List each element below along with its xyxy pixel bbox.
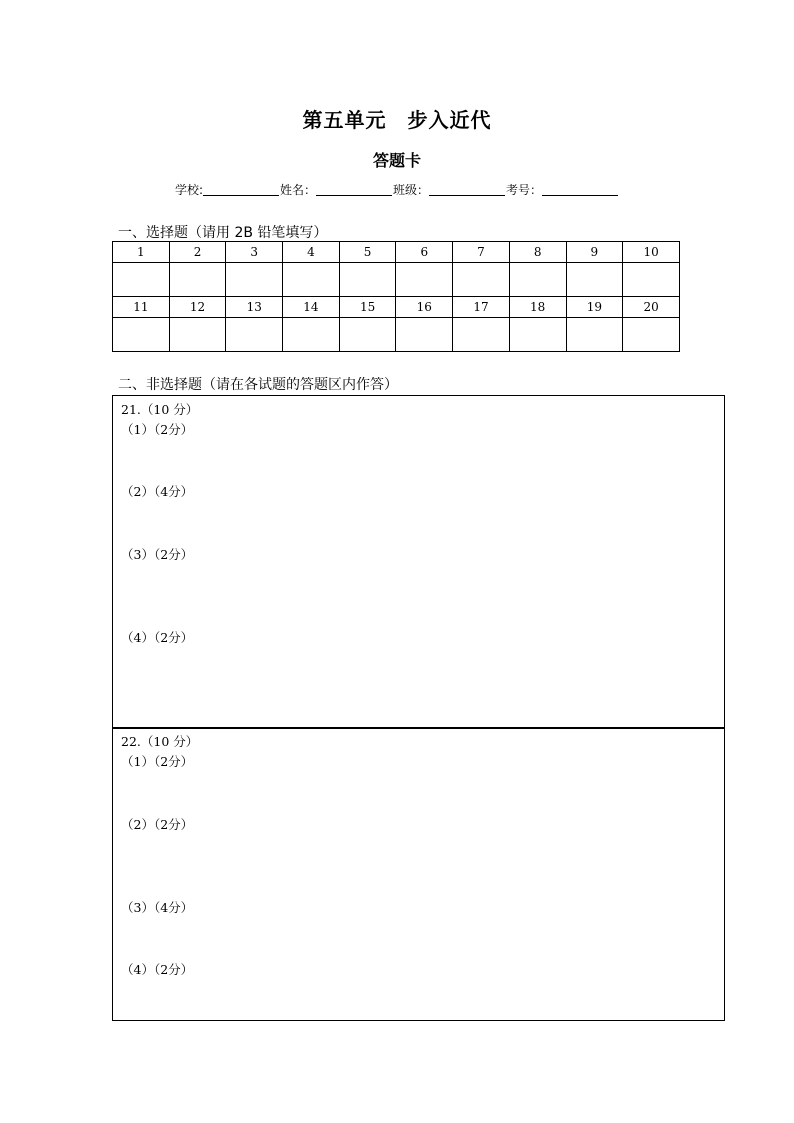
answer-cell[interactable]	[509, 263, 566, 297]
q22-part-2: （2）（2分）	[121, 817, 194, 832]
answer-cell[interactable]	[113, 263, 170, 297]
number-label: 考号：	[506, 183, 543, 197]
answer-cell[interactable]	[226, 318, 283, 352]
answer-cell[interactable]	[169, 318, 226, 352]
question-number: 7	[453, 242, 510, 263]
school-label: 学校:	[174, 183, 203, 197]
school-field[interactable]	[203, 195, 279, 196]
question-number: 17	[453, 297, 510, 318]
question-number: 12	[169, 297, 226, 318]
answer-cell[interactable]	[566, 318, 623, 352]
answer-row	[113, 318, 680, 352]
question-number: 9	[566, 242, 623, 263]
question-number: 14	[283, 297, 340, 318]
q22-part-1: （1）（2分）	[121, 754, 194, 769]
question-number: 19	[566, 297, 623, 318]
q22-answer-area[interactable]	[112, 727, 725, 1021]
answer-cell[interactable]	[113, 318, 170, 352]
choice-answer-grid	[112, 241, 680, 352]
student-info-row	[0, 181, 794, 198]
section-free-response-heading: 二、非选择题（请在各试题的答题区内作答）	[118, 377, 398, 393]
answer-cell[interactable]	[453, 263, 510, 297]
section-choice-heading: 一、选择题（请用 2B 铅笔填写）	[118, 225, 328, 241]
question-number: 5	[339, 242, 396, 263]
page-title: 第五单元 步入近代	[302, 108, 492, 132]
question-number: 2	[169, 242, 226, 263]
question-number: 4	[283, 242, 340, 263]
answer-row	[113, 263, 680, 297]
answer-cell[interactable]	[453, 318, 510, 352]
q21-title: 21.（10 分）	[121, 402, 199, 417]
q22-part-4: （4）（2分）	[121, 962, 194, 977]
question-number: 6	[396, 242, 453, 263]
name-field[interactable]	[316, 195, 392, 196]
answer-cell[interactable]	[339, 318, 396, 352]
page-subtitle: 答题卡	[372, 151, 421, 170]
answer-cell[interactable]	[283, 318, 340, 352]
q21-part-1: （1）（2分）	[121, 422, 194, 437]
class-label: 班级：	[393, 183, 430, 197]
answer-cell[interactable]	[623, 263, 680, 297]
answer-cell[interactable]	[169, 263, 226, 297]
question-number: 11	[113, 297, 170, 318]
number-field[interactable]	[542, 195, 618, 196]
question-number: 20	[623, 297, 680, 318]
name-label: 姓名：	[280, 183, 317, 197]
question-number: 18	[509, 297, 566, 318]
question-number: 15	[339, 297, 396, 318]
question-number: 8	[509, 242, 566, 263]
answer-cell[interactable]	[566, 263, 623, 297]
question-number: 1	[113, 242, 170, 263]
q21-answer-area[interactable]	[112, 395, 725, 729]
answer-cell[interactable]	[396, 263, 453, 297]
question-number-row	[113, 242, 680, 263]
question-number-row	[113, 297, 680, 318]
answer-cell[interactable]	[623, 318, 680, 352]
q21-part-3: （3）（2分）	[121, 547, 194, 562]
answer-cell[interactable]	[283, 263, 340, 297]
answer-cell[interactable]	[509, 318, 566, 352]
q21-part-2: （2）（4分）	[121, 484, 194, 499]
question-number: 16	[396, 297, 453, 318]
question-number: 10	[623, 242, 680, 263]
question-number: 13	[226, 297, 283, 318]
answer-cell[interactable]	[226, 263, 283, 297]
answer-cell[interactable]	[396, 318, 453, 352]
class-field[interactable]	[429, 195, 505, 196]
answer-cell[interactable]	[339, 263, 396, 297]
question-number: 3	[226, 242, 283, 263]
q22-title: 22.（10 分）	[121, 734, 199, 749]
q21-part-4: （4）（2分）	[121, 630, 194, 645]
q22-part-3: （3）（4分）	[121, 900, 194, 915]
